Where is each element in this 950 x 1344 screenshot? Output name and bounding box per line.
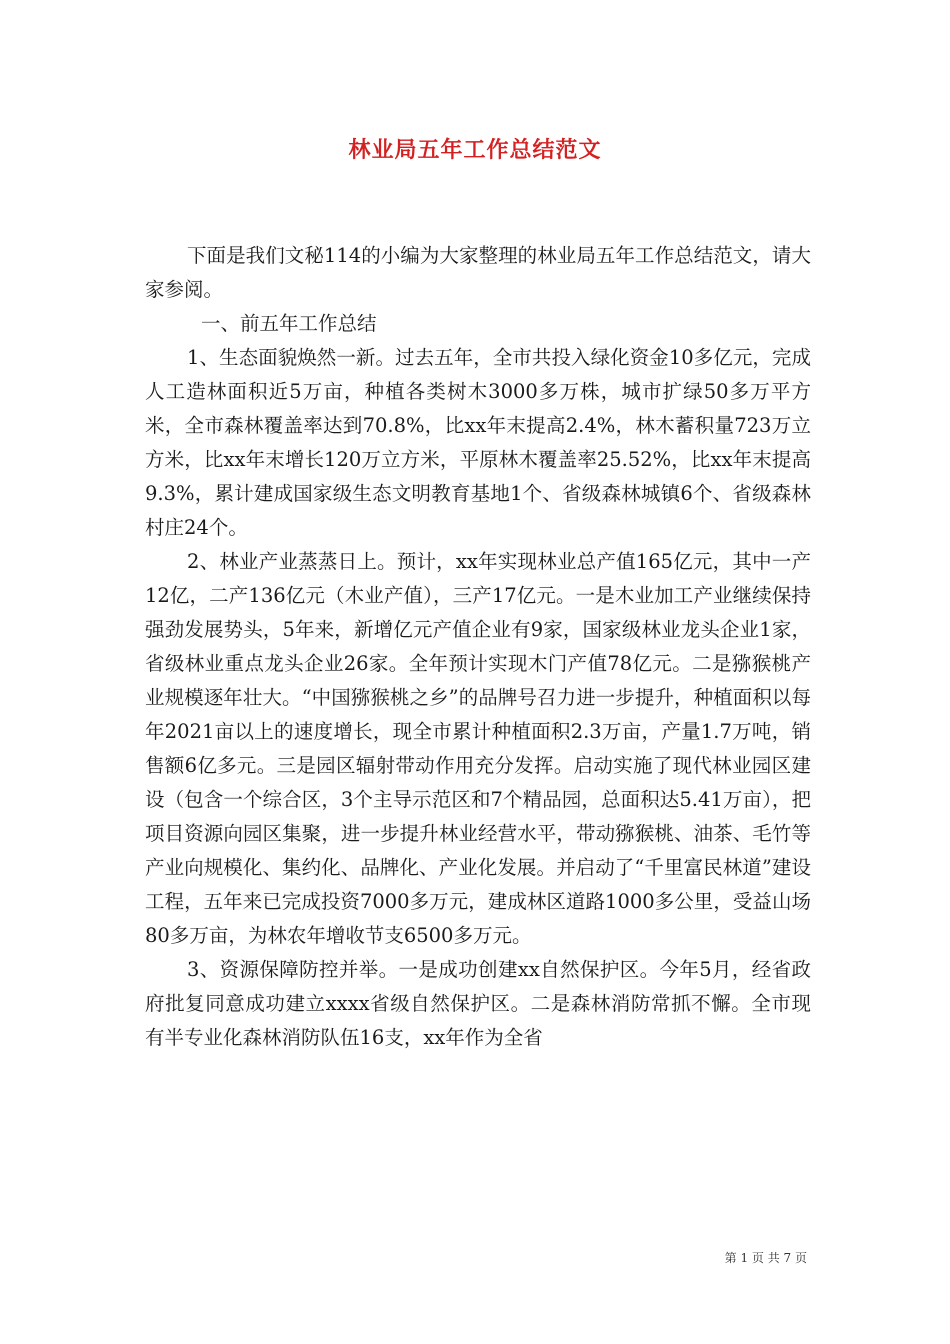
section-heading: 一、前五年工作总结 [201,312,377,335]
document-body [145,239,811,1055]
paragraph-resources: 3、资源保障防控并举。一是成功创建xx自然保护区。今年5月，经省政府批复同意成功建立xxxx省级自然保护区。二是森林消防常抓不懈。全市现有半专业化森林消防队伍16支，xx年作为全省 [145,958,811,1049]
page-number: 第 1 页 共 7 页 [724,1251,807,1265]
paragraph-industry: 2、林业产业蒸蒸日上。预计，xx年实现林业总产值165亿元，其中一产12亿，二产136亿元（木业产值），三产17亿元。一是木业加工产业继续保持强劲发展势头，5年来，新增亿元产值企业有9家，国家级林业龙头企业1家，省级林业重点龙头企业26家。全年预计实现木门产值78亿元。二是猕猴桃产业规模逐年壮大。“中国猕猴桃之乡”的品牌号召力进一步提升，种植面积以每年2021亩以上的速度增长，现全市累计种植面积2.3万亩，产量1.7万吨，销售额6亿多元。三是园区辐射带动作用充分发挥。启动实施了现代林业园区建设（包含一个综合区，3个主导示范区和7个精品园，总面积达5.41万亩），把项目资源向园区集聚，进一步提升林业经营水平，带动猕猴桃、油茶、毛竹等产业向规模化、集约化、品牌化、产业化发展。并启动了“千里富民林道”建设工程，五年来已完成投资7000多万元，建成林区道路1000多公里，受益山场80多万亩，为林农年增收节支6500多万元。 [145,550,811,947]
paragraph-ecology: 1、生态面貌焕然一新。过去五年，全市共投入绿化资金10多亿元，完成人工造林面积近5万亩，种植各类树木3000多万株，城市扩绿50多万平方米，全市森林覆盖率达到70.8%，比xx年末提高2.4%，林木蓄积量723万立方米，比xx年末增长120万立方米，平原林木覆盖率25.52%，比xx年末提高9.3%，累计建成国家级生态文明教育基地1个、省级森林城镇6个、省级森林村庄24个。 [145,346,811,539]
intro-paragraph: 下面是我们文秘114的小编为大家整理的林业局五年工作总结范文，请大家参阅。 [145,244,811,301]
document-title: 林业局五年工作总结范文 [348,137,602,163]
